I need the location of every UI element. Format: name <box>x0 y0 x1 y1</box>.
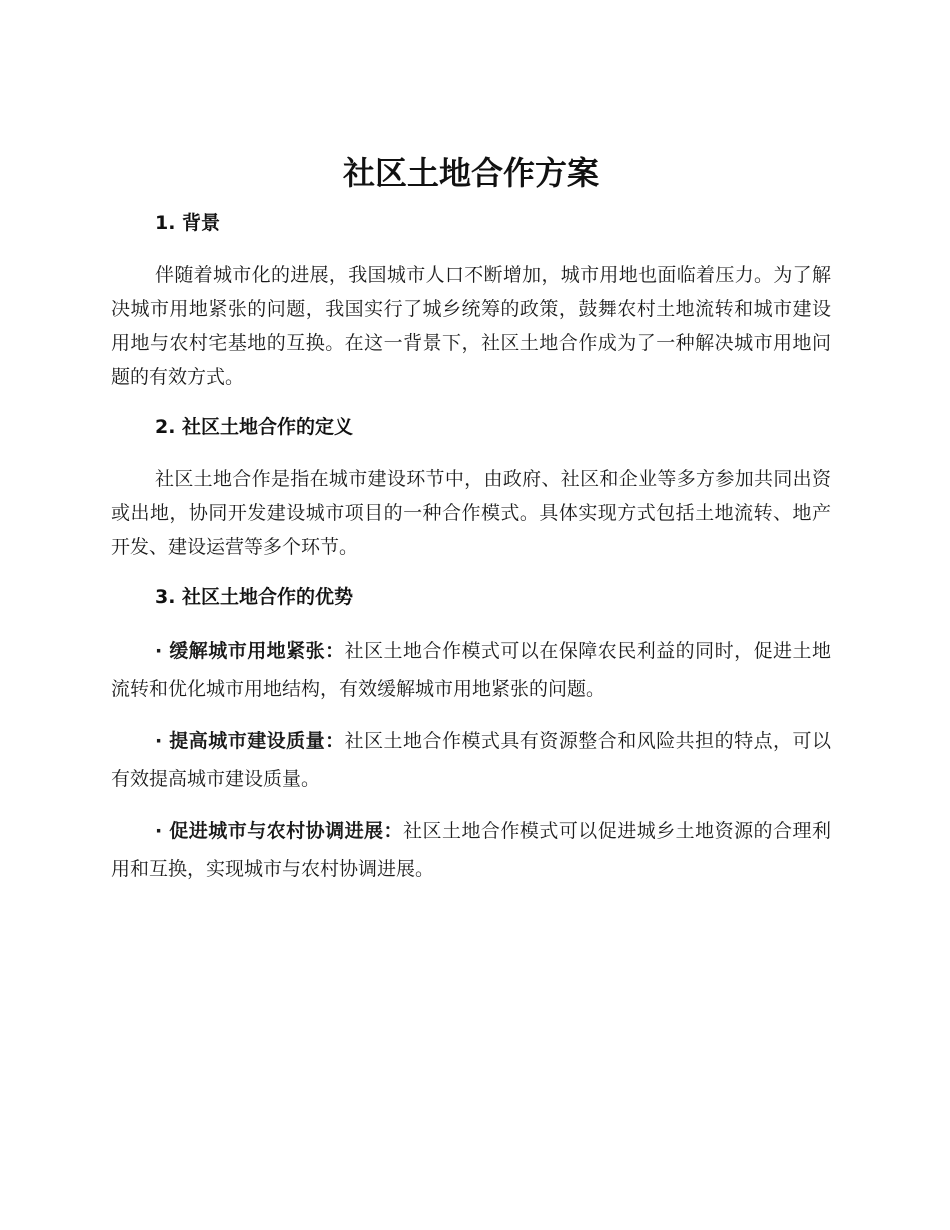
document-page <box>111 150 831 902</box>
advantage-label: · 提高城市建设质量： <box>155 730 345 752</box>
document-title: 社区土地合作方案 <box>342 154 599 192</box>
section-heading-background: 1. 背景 <box>155 212 221 234</box>
section-heading-definition: 2. 社区土地合作的定义 <box>155 416 354 438</box>
advantage-item <box>111 722 831 798</box>
background-paragraph: 伴随着城市化的进展，我国城市人口不断增加，城市用地也面临着压力。为了解决城市用地紧张的问题，我国实行了城乡统筹的政策，鼓舞农村土地流转和城市建设用地与农村宅基地的互换。在这一背景下，社区土地合作成为了一种解决城市用地问题的有效方式。 <box>111 264 831 388</box>
advantage-item <box>111 812 831 888</box>
advantage-item <box>111 632 831 708</box>
section-heading-advantages: 3. 社区土地合作的优势 <box>155 586 354 608</box>
advantage-label: · 缓解城市用地紧张： <box>155 640 345 662</box>
definition-paragraph: 社区土地合作是指在城市建设环节中，由政府、社区和企业等多方参加共同出资或出地，协同开发建设城市项目的一种合作模式。具体实现方式包括土地流转、地产开发、建设运营等多个环节。 <box>111 468 831 558</box>
advantage-text: 社区土地合作模式可以在保障农民利益的同时，促进土地流转和优化城市用地结构，有效缓解城市用地紧张的问题。 <box>111 640 831 700</box>
advantage-text: 社区土地合作模式可以促进城乡土地资源的合理利用和互换，实现城市与农村协调进展。 <box>111 820 831 880</box>
advantage-label: · 促进城市与农村协调进展： <box>155 820 404 842</box>
advantage-text: 社区土地合作模式具有资源整合和风险共担的特点，可以有效提高城市建设质量。 <box>111 730 831 790</box>
